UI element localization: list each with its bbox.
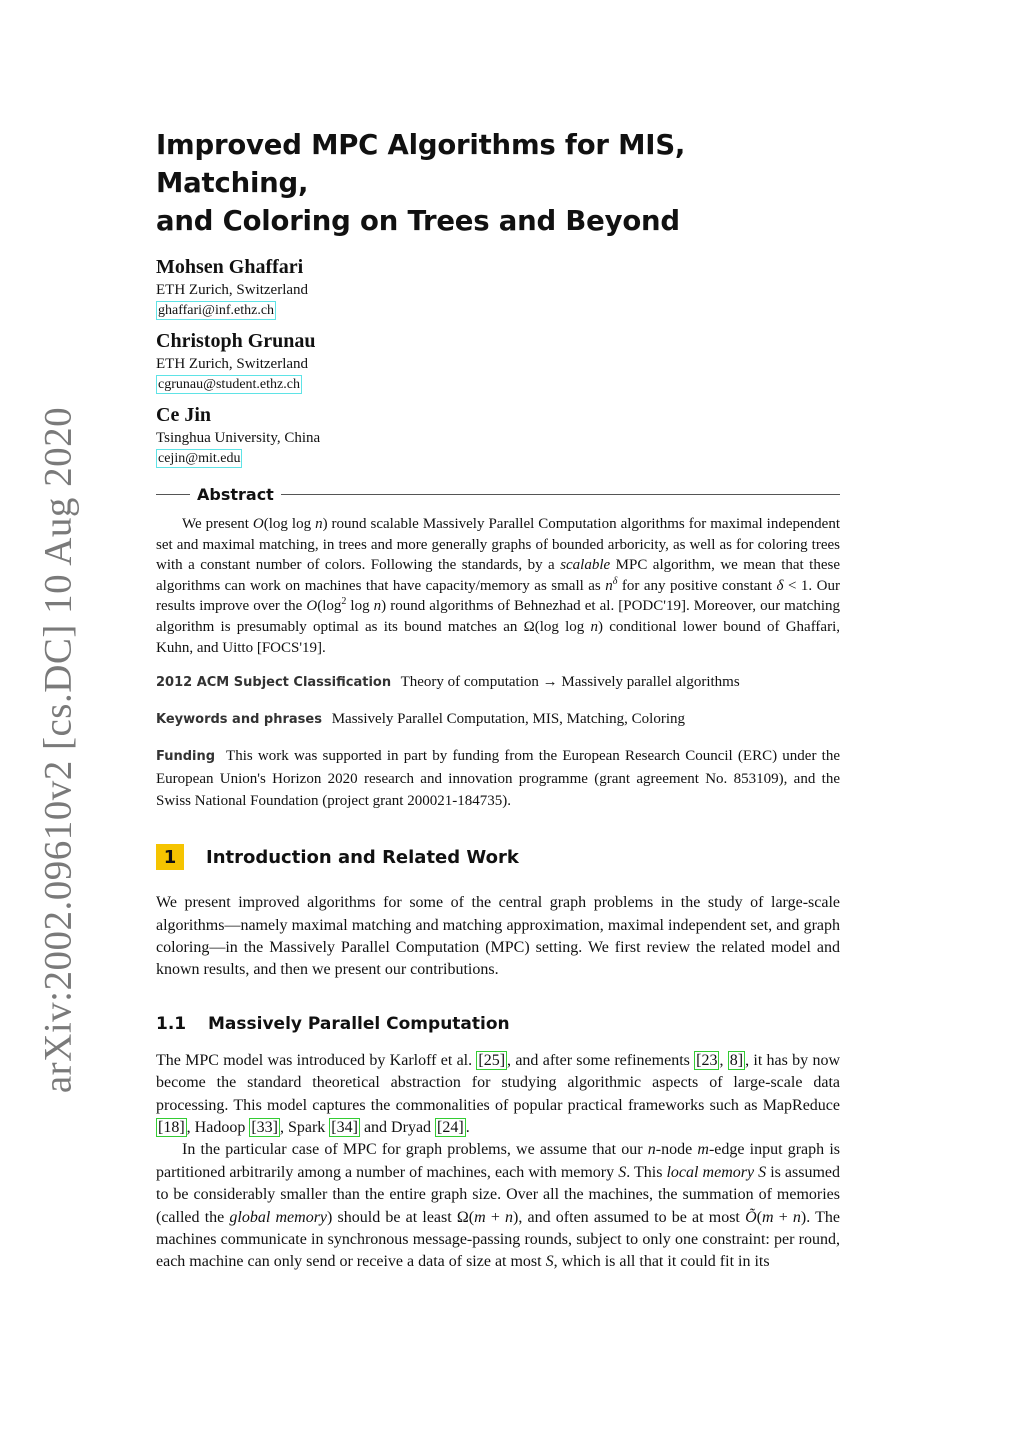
author-email-link[interactable]: cejin@mit.edu [158,451,241,466]
citation-link[interactable]: [23 [696,1051,718,1069]
section-number-badge: 1 [156,844,184,870]
math-run: S [618,1163,627,1181]
math-run: n [590,618,598,635]
text-run: (log log [263,516,316,532]
math-run: n [792,1208,801,1226]
text-run: ), and often assumed to be at most [513,1208,746,1226]
intro-paragraph: We present improved algorithms for some of the central graph problems in the study of large-scale algorithms—namely maximal matching and matching approximation, maximal independent set, and graph coloring—in the Massively Parallel Computation (MPC) setting. We first review the related model and known results, and then we present our contributions. [156,894,840,979]
author-affiliation: ETH Zurich, Switzerland [156,282,309,298]
abstract-label: Abstract [197,485,274,504]
mpc-paragraph-1 [156,1050,840,1140]
text-run: MPC algorithm, we mean that these algorithms can work on machines that have capacity/memory as small as [156,557,840,594]
text-run: for any positive constant [617,577,777,594]
subsection-heading [156,1014,840,1034]
author-name: Ce Jin [156,404,211,426]
math-run: n [605,577,613,594]
text-run: , Hadoop [186,1119,250,1136]
text-run: ( [756,1208,762,1226]
citation-link[interactable]: 8] [729,1051,744,1069]
title-line-2: and Coloring on Trees and Beyond [156,205,680,237]
author-email-link[interactable]: ghaffari@inf.ethz.ch [158,303,275,318]
text-run: + [485,1208,506,1226]
math-run: m [474,1208,486,1226]
keywords-text: Massively Parallel Computation, MIS, Matching, Coloring [331,711,686,728]
acm-classification [156,671,840,694]
math-run: O [252,516,264,532]
text-run: In the particular case of MPC for graph problems, we assume that our [182,1141,648,1159]
emphasis-run: local memory S [666,1163,767,1181]
text-run: (log [317,598,342,615]
emphasis-run: global memory [229,1208,328,1226]
text-run: ) conditional lower bound of Ghaffari, Kuhn, and Uitto [FOCS'19]. [156,618,840,656]
keywords [156,708,840,731]
title-line-1: Improved MPC Algorithms for MIS, Matching, [156,129,686,199]
math-run: n [315,516,323,532]
math-run: δ [776,577,784,594]
emphasis-run: scalable [560,557,611,574]
math-run: n [647,1141,656,1159]
author-affiliation: Tsinghua University, China [156,430,321,446]
text-run: ) should be at least Ω( [327,1208,475,1226]
author-email-link[interactable]: cgrunau@student.ethz.ch [158,377,300,392]
text-run: ) round scalable Massively Parallel Computation algorithms for maximal independent set and maximal matching, in trees and more generally graphs of bounded arboricity, as well as for coloring trees with a constant number of colors. Following the standards, by a [156,516,840,574]
subsection-number: 1.1 [156,1013,187,1034]
citation-link[interactable]: [18] [158,1119,185,1136]
funding-text: This work was supported in part by funding from the European Research Council (ERC) under the European Union's Horizon 2020 research and innovation programme (grant agreement No. 853109), and the Swiss National Foundation (project grant 200021-184735). [156,748,840,810]
author-block [156,402,840,468]
section-heading [156,844,840,870]
section-title: Introduction and Related Work [206,846,519,868]
abstract-rule-right [281,494,840,495]
text-run: . This [626,1163,667,1181]
text-run: < 1. Our results improve over the [156,577,840,615]
math-run: Õ [745,1208,757,1226]
text-run: -node [655,1141,698,1159]
citation-link[interactable]: [33] [251,1119,278,1136]
math-run: m [697,1141,709,1159]
text-run: , Spark [279,1119,330,1136]
funding-label: Funding [156,749,216,765]
mpc-paragraph-2 [156,1139,840,1273]
text-run: , which is all that it could fit in its [553,1253,770,1271]
text-run: We present [182,516,253,532]
text-run: is assumed to be considerably smaller than the entire graph size. Over all the machines, the summation of memories (called the [156,1163,841,1226]
acm-classification-text: Theory of computation → Massively parallel algorithms [400,674,740,691]
math-run: m [761,1208,774,1226]
math-run: n [373,598,382,615]
funding [156,745,840,812]
text-run: and Dryad [359,1119,436,1136]
abstract-rule-left [156,494,190,495]
text-run: ) round algorithms of Behnezhad et al. [PODC'19]. Moreover, our matching algorithm is presumably optimal as its bound matches an Ω(log log [156,598,840,635]
superscript-run: 2 [341,596,347,608]
author-name: Mohsen Ghaffari [156,256,304,278]
math-run: n [505,1208,514,1226]
arxiv-identifier-stamp: arXiv:2002.09610v2 [cs.DC] 10 Aug 2020 [36,406,80,1094]
citation-link[interactable]: [24] [437,1119,464,1136]
author-block [156,254,840,320]
abstract-text [156,514,840,658]
paper-page [156,126,840,1274]
text-run: , it has by now become the standard theoretical abstraction for studying algorithmic aspects of large-scale data processing. This model captures the commonalities of popular practical frameworks such as MapReduce [156,1051,840,1114]
math-run: O [306,598,318,615]
citation-link[interactable]: [34] [331,1119,358,1136]
text-run: -edge input graph is partitioned arbitrarily among a number of machines, each with memory [156,1141,840,1181]
text-run: , [719,1051,728,1069]
text-run: . [465,1119,470,1136]
text-run: log [346,598,374,615]
keywords-label: Keywords and phrases [156,712,322,728]
acm-classification-label: 2012 ACM Subject Classification [156,675,392,691]
subsection-title: Massively Parallel Computation [208,1013,510,1034]
abstract-heading [156,485,840,504]
paper-title [156,126,840,240]
author-name: Christoph Grunau [156,330,316,352]
text-run: The MPC model was introduced by Karloff et al. [156,1051,477,1069]
citation-link[interactable]: [25] [478,1051,506,1069]
text-run: , and after some refinements [507,1051,695,1069]
math-run: S [545,1253,554,1271]
superscript-run: δ [612,575,618,587]
text-run: ). The machines communicate in synchronous message-passing rounds, subject to only one constraint: per round, each machine can only send or receive a data of size at most [156,1208,840,1271]
author-block [156,328,840,394]
author-affiliation: ETH Zurich, Switzerland [156,356,309,372]
author-list [156,254,840,468]
text-run: + [773,1208,793,1226]
